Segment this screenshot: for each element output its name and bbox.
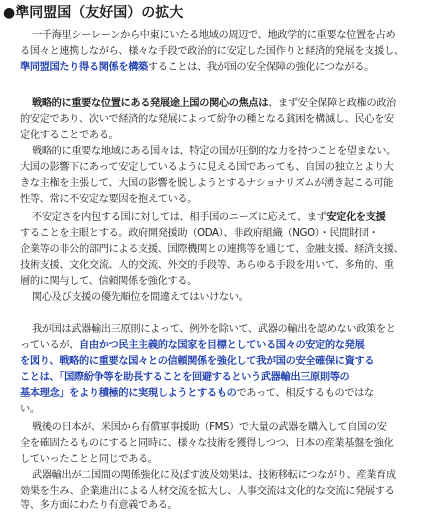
p1-line-2: る国々と連携しながら、様々な手段で政治的に安定した国作りと経済的発展を支援し、 xyxy=(20,46,404,57)
p2-bold-emphasis: 戦略的に重要な位置にある発展途上国の関心の焦点は xyxy=(32,98,269,109)
p6-line-5-rest: であって、相反するものではな xyxy=(236,388,374,399)
p4-line-2: することを主眼とする。政府開発援助（ODA）、非政府組織（NGO）・民間財団・ xyxy=(20,228,379,239)
p4-bold-emphasis: 安定化を支援 xyxy=(326,212,386,223)
p1-line-3 xyxy=(20,60,374,76)
p6-line-5 xyxy=(20,386,374,402)
p2-line-1 xyxy=(32,96,396,112)
p1-line-3-rest: することは、我が国の安全保障の強化につながる。 xyxy=(147,62,374,73)
p7-line-3: していったことと同じである。 xyxy=(20,454,158,465)
p6-blue-emphasis-4: 基本理念」をより積極的に実現しようとするもの xyxy=(20,388,237,399)
p6-line-2-pre: っているが、 xyxy=(20,340,80,351)
p1-line-1: 一千海里シーレーンから中東にいたる地域の周辺で、地政学的に重要な位置を占め xyxy=(32,30,396,41)
p8-line-3: 等、多方面にわたり有意義である。 xyxy=(20,500,178,511)
p5-line-1: 関心及び支援の優先順位を間違えてはいけない。 xyxy=(32,292,249,303)
p3-line-1: 戦略的に重要な地域にある国々は、特定の国が圧倒的な力を持つことを望まない。 xyxy=(32,146,396,157)
p2-line-3: 定化することである。 xyxy=(20,130,119,141)
p6-line-6: い。 xyxy=(20,404,40,415)
p8-line-1: 武器輸出が二国間の関係強化に及ぼす波及効果は、技術移転につながり、産業育成 xyxy=(32,470,396,481)
p6-line-2 xyxy=(20,338,364,354)
p3-line-4: 性等、常に不安定な要因を抱えている。 xyxy=(20,194,198,205)
p2-line-2: 的安定であり、次いで経済的な発展によって紛争の種となる貧困を構滅し、民心を安 xyxy=(20,114,394,125)
p4-line-1-pre: 不安定さを内包する国に対しては、相手国のニーズに応えて、まず xyxy=(32,212,327,223)
p2-line-1-rest: 、まず安全保障と政権の政治 xyxy=(268,98,396,109)
p8-line-2: 効果を生み、企業進出による人材交流を拡大し、人事交流は文化的な交流に発展する xyxy=(20,486,395,497)
p6-blue-emphasis-1: 自由かつ民主主義的な国家を目標としている国々の安定的な発展 xyxy=(79,340,365,351)
p1-blue-emphasis: 準同盟国たり得る関係を構築 xyxy=(20,62,148,73)
p4-line-4: 技術支援、文化交流、人的交流、外交的手段等、あらゆる手段を用いて、多角的、重 xyxy=(20,260,394,271)
p4-line-1 xyxy=(32,210,385,226)
p4-line-3: 企業等の非公的部門による支援、国際機関との連携等を通じて、金融支援、経済支援、 xyxy=(20,244,404,255)
p6-blue-emphasis-2: を図り、戦略的に重要な国々との信頼関係を強化して我が国の安全確保に資する xyxy=(20,356,375,367)
p6-blue-emphasis-3: ことは、「国際紛争等を助長することを回避するという武器輸出三原則等の xyxy=(20,372,350,383)
p6-line-1: 我が国は武器輸出三原則によって、例外を除いて、武器の輸出を認めない政策をと xyxy=(32,324,396,335)
p4-line-5: 層的に関与して、信頼関係を強化する。 xyxy=(20,276,197,287)
p3-line-2: 大国の影響下にあって安定しているように見える国であっても、自国の独立とより大 xyxy=(20,162,394,173)
p7-line-2: 全を確固たるものにすると同時に、様々な技術を獲得しつつ、日本の産業基盤を強化 xyxy=(20,438,394,449)
section-title: ●準同盟国（友好国）の拡大 xyxy=(3,5,184,21)
p7-line-1: 戦後の日本が、米国から有償軍事援助（FMS）で大量の武器を購入して自国の安 xyxy=(32,422,387,433)
p3-line-3: きな主権を主張して、大国の影響を脱しようとするナショナリズムが湧き起こる可能 xyxy=(20,178,394,189)
p6-line-4 xyxy=(20,370,349,386)
p6-line-3 xyxy=(20,354,374,370)
